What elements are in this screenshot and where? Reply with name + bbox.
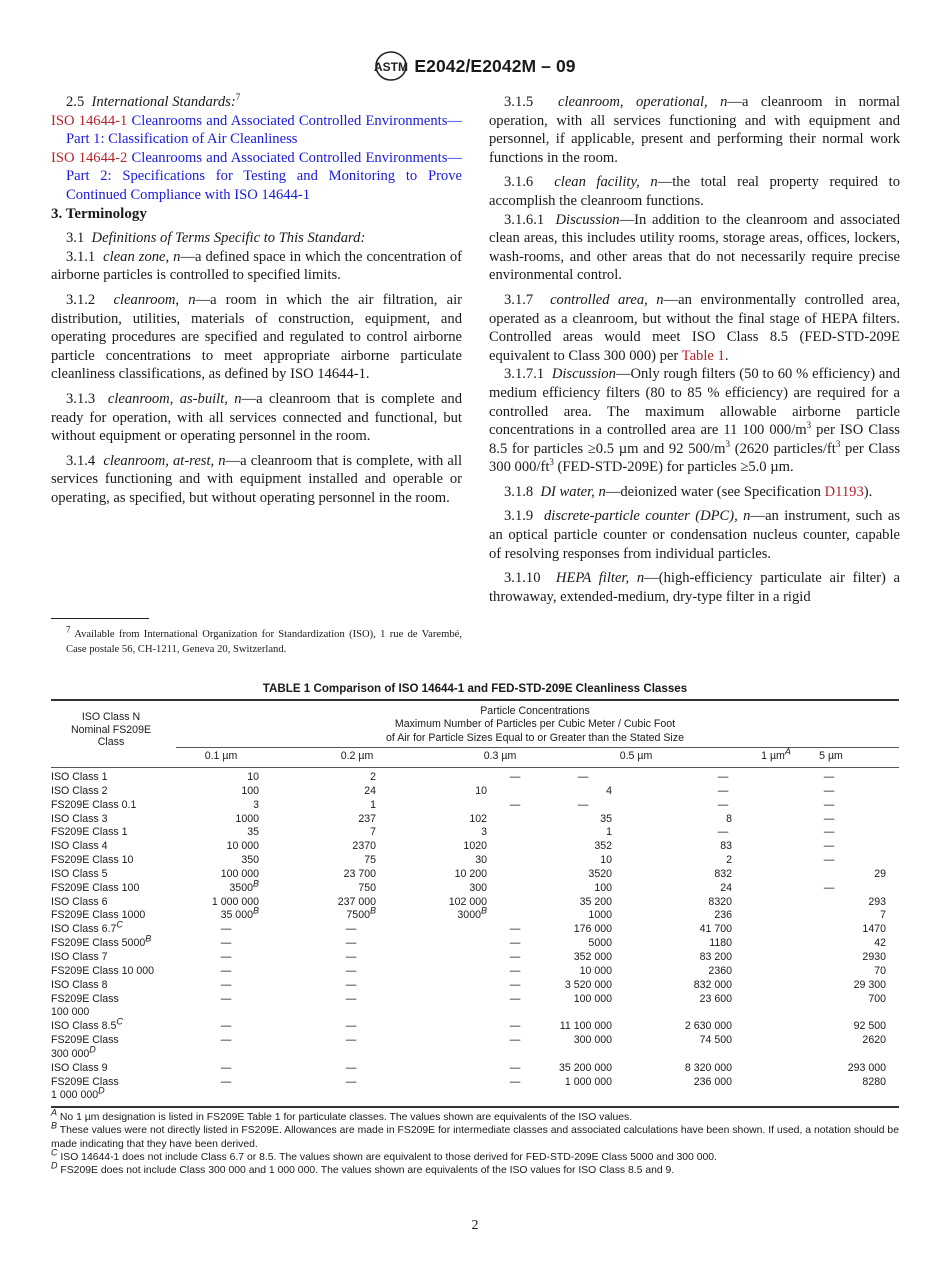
table-cell: — bbox=[509, 964, 521, 977]
table-cell: 41 700 bbox=[699, 923, 732, 936]
definition-3-1-5: 3.1.5 cleanroom, operational, n—a cleanroom in normal operation, with all services functioning and with equipment and personnel, if applicable, present and performing their normal work functions in the room. bbox=[489, 94, 901, 166]
row-label: FS209E Class 1 bbox=[51, 826, 128, 839]
table-cell: — bbox=[823, 840, 835, 853]
table-cell: — bbox=[220, 950, 232, 963]
definition-3-1-10: 3.1.10 HEPA filter, n—(high-efficiency particulate air filter) a throwaway, extended-medium, dry-type filter in a rigid bbox=[489, 570, 901, 605]
reference-iso-14644-1[interactable]: ISO 14644-1 Cleanrooms and Associated Controlled Environments—Part 1: Classification of Air Cleanliness bbox=[51, 112, 462, 148]
table-cell: 23 600 bbox=[699, 992, 732, 1005]
table-note-c: $^C$ ISO 14644-1 does not include Class 6.7 or 8.5. The values shown are equivalent to those derived for FED-STD-209E Class 5000 and 300 000. bbox=[51, 1147, 717, 1163]
table-cell: 1000 bbox=[235, 812, 259, 825]
d1193-link[interactable]: D1193 bbox=[824, 483, 864, 500]
row-label: ISO Class 5 bbox=[51, 867, 108, 880]
table-cell: 700 bbox=[868, 992, 886, 1005]
table-cell: 1 bbox=[370, 798, 376, 811]
table-cell: — bbox=[509, 771, 521, 783]
row-label: ISO Class 9 bbox=[51, 1061, 108, 1074]
table-cell: 236 000 bbox=[693, 1075, 732, 1088]
table-note-b: $^B$ These values were not directly listed in FS209E. Allowances are made in FS209E for intermediate classes and associated calculations have been shown. If used, a notation should be made indicating that they have been derived. bbox=[51, 1120, 899, 1150]
row-label: ISO Class 3 bbox=[51, 812, 108, 825]
table-cell: — bbox=[823, 854, 835, 867]
table-cell: — bbox=[509, 1061, 521, 1074]
table-cell: — bbox=[717, 771, 729, 783]
section-2-5: 2.5 International Standards:$^7$ bbox=[66, 92, 241, 110]
table-cell: 11 100 000 bbox=[559, 1020, 612, 1033]
table-cell: 2930 bbox=[862, 950, 886, 963]
table-cell: — bbox=[717, 784, 729, 797]
table-row bbox=[51, 919, 899, 937]
reference-iso-14644-2[interactable]: ISO 14644-2 Cleanrooms and Associated Controlled Environments—Part 2: Specifications for Testing and Monitoring to Prove Continued Compliance with ISO 14644-1 bbox=[51, 149, 462, 203]
column-header-4: 1 µm$^A$ bbox=[761, 746, 791, 762]
table-cell: 300 000 bbox=[573, 1034, 612, 1047]
table-cell: 10 000 bbox=[579, 964, 612, 977]
table-cell: — bbox=[577, 798, 589, 811]
definition-3-1-9: 3.1.9 discrete-particle counter (DPC), n—an instrument, such as an optical particle counter or condensation nucleus counter, capable of resolving responses from individual particles. bbox=[489, 508, 900, 562]
discussion-3-1-6-1: 3.1.6.1 Discussion—In addition to the cleanroom and associated clean areas, this includes utility rooms, storage areas, offices, lockers, wash-rooms, and other areas that do not necessarily require precise environmental control. bbox=[489, 211, 900, 284]
row-label: FS209E Class $5000^B$ bbox=[51, 933, 152, 950]
table-cell: — bbox=[823, 881, 835, 894]
table-cell: 2 630 000 bbox=[684, 1020, 732, 1033]
definition-3-1-7: 3.1.7 controlled area, n—an environmentally controlled area, operated as a cleanroom, but without the final stage of HEPA filters. Controlled areas would meet ISO Class 8.5 (FED-STD-209E equivalent to Class 300 000) per Table 1. bbox=[489, 291, 900, 364]
table-row bbox=[51, 951, 899, 965]
table-note-d: $^D$ FS209E does not include Class 300 000 and 1 000 000. The values shown are equivalents of the ISO values for ISO Class 8.5 and 9. bbox=[51, 1160, 675, 1177]
row-label: FS209E Class 300 $000^D$ bbox=[51, 1034, 119, 1060]
table-row bbox=[51, 1062, 899, 1076]
table-cell: — bbox=[220, 1061, 232, 1074]
table-cell: 35 bbox=[600, 812, 612, 825]
table-cell: 29 300 bbox=[853, 978, 886, 991]
table-cell: — bbox=[345, 978, 357, 991]
table-cell: 100 bbox=[594, 881, 612, 894]
table-header bbox=[51, 701, 899, 767]
table-cell: — bbox=[717, 798, 729, 811]
table-row bbox=[51, 826, 899, 840]
row-label: ISO Class $6.7^C$ bbox=[51, 919, 123, 936]
standard-designation: E2042/E2042M – 09 bbox=[414, 55, 576, 76]
table-cell: — bbox=[345, 1075, 357, 1088]
table-cell: 10 200 bbox=[454, 867, 487, 880]
table-cell: — bbox=[220, 978, 232, 991]
column-header-2: 0.3 µm bbox=[483, 750, 517, 762]
table-cell: 293 bbox=[868, 895, 886, 908]
table-row bbox=[51, 905, 899, 923]
table-row bbox=[51, 878, 899, 896]
table-cell: 8 bbox=[726, 812, 732, 825]
table-row bbox=[51, 840, 899, 854]
table-cell: 42 bbox=[874, 937, 886, 950]
table-row bbox=[51, 979, 899, 993]
row-label: ISO Class 1 bbox=[51, 771, 108, 783]
table-cell: 832 bbox=[714, 867, 732, 880]
table-cell: 750 bbox=[358, 881, 376, 894]
table-cell: 83 bbox=[720, 840, 732, 853]
table-cell: 176 000 bbox=[573, 923, 612, 936]
table-cell: 8 320 000 bbox=[684, 1061, 732, 1074]
table-cell: 237 000 bbox=[337, 895, 376, 908]
table-title: TABLE 1 Comparison of ISO 14644-1 and FED-STD-209E Cleanliness Classes bbox=[262, 682, 688, 695]
section-heading-terminology: 3. Terminology bbox=[51, 205, 147, 222]
row-label: FS209E Class 10 000 bbox=[51, 964, 155, 977]
table-footnotes bbox=[51, 1108, 899, 1177]
table-row bbox=[51, 771, 899, 785]
table-cell: 24 bbox=[720, 881, 732, 894]
table-cell: — bbox=[717, 826, 729, 839]
table-cell: — bbox=[345, 992, 357, 1005]
row-label: FS209E Class 100 bbox=[51, 881, 140, 894]
definition-3-1-8: 3.1.8 DI water, n—deionized water (see Specification D1193). bbox=[504, 483, 873, 500]
table-cell: 100 000 bbox=[573, 992, 612, 1005]
table-note-a: $^A$ No 1 µm designation is listed in FS209E Table 1 for particulate classes. The values shown are equivalents of the ISO values. bbox=[51, 1107, 633, 1124]
table-cell: 293 000 bbox=[847, 1061, 886, 1074]
table-cell: 10 000 bbox=[226, 840, 259, 853]
table-cell: 74 500 bbox=[699, 1034, 732, 1047]
table-cell: — bbox=[220, 1075, 232, 1088]
table-row bbox=[51, 1076, 899, 1104]
column-header-5: 5 µm bbox=[819, 750, 843, 762]
table-cell: 1180 bbox=[709, 937, 732, 950]
row-label: ISO Class 6 bbox=[51, 895, 108, 908]
table-row bbox=[51, 785, 899, 799]
table-cell: 2 bbox=[370, 771, 376, 783]
table-cell: 35 200 bbox=[579, 895, 612, 908]
row-label: ISO Class 7 bbox=[51, 950, 108, 963]
table-cell: — bbox=[823, 812, 835, 825]
svg-text:ASTM: ASTM bbox=[374, 60, 409, 74]
table-cell: $3000^B$ bbox=[457, 905, 487, 922]
row-header-label: ISO Class N Nominal FS209E Class bbox=[70, 711, 152, 748]
definition-3-1-6: 3.1.6 clean facility, n—the total real property required to accomplish the cleanroom functions. bbox=[489, 174, 900, 209]
table-cell: 35 200 000 bbox=[558, 1061, 612, 1074]
table-cell: — bbox=[823, 798, 835, 811]
table-cell: 102 000 bbox=[448, 895, 487, 908]
table-row bbox=[51, 799, 899, 813]
table-cell: 2 bbox=[726, 854, 732, 867]
table-cell: 2360 bbox=[708, 964, 732, 977]
table-cell: 5000 bbox=[588, 937, 612, 950]
table-cell: 35 bbox=[247, 826, 259, 839]
table-row bbox=[51, 896, 899, 910]
table-cell: — bbox=[220, 923, 232, 936]
table-cell: 100 bbox=[241, 784, 259, 797]
table-cell: — bbox=[823, 771, 835, 783]
table-cell: 1470 bbox=[862, 923, 886, 936]
table-cell: — bbox=[345, 937, 357, 950]
table-cell: 4 bbox=[606, 784, 612, 797]
table-cell: 350 bbox=[241, 854, 259, 867]
column-header-0: 0.1 µm bbox=[204, 750, 238, 762]
table-cell: — bbox=[509, 937, 521, 950]
particle-concentration-header: Particle Concentrations Maximum Number of Particles per Cubic Meter / Cubic Foot of Air for Particle Sizes Equal to or Greater than the Stated Size bbox=[386, 705, 684, 744]
table-cell: — bbox=[509, 978, 521, 991]
table-cell: 1 000 000 bbox=[211, 895, 259, 908]
left-column bbox=[51, 93, 462, 513]
section-3-1: 3.1 Definitions of Terms Specific to This Standard: bbox=[66, 230, 366, 247]
table-cell: 10 bbox=[475, 784, 487, 797]
table-cell: 237 bbox=[358, 812, 376, 825]
table-cell: 3 bbox=[481, 826, 487, 839]
table-cell: 83 200 bbox=[699, 950, 732, 963]
column-header-3: 0.5 µm bbox=[619, 750, 653, 762]
row-label: FS209E Class 1 000 $000^D$ bbox=[51, 1075, 119, 1102]
table-cell: 352 000 bbox=[573, 950, 612, 963]
table-cell: — bbox=[509, 923, 521, 936]
row-label: ISO Class $8.5^C$ bbox=[51, 1016, 123, 1033]
table-cell: 832 000 bbox=[693, 978, 732, 991]
particle-size-columns bbox=[51, 746, 899, 764]
table-cell: 100 000 bbox=[220, 867, 259, 880]
table-cell: — bbox=[345, 1020, 357, 1033]
table-row bbox=[51, 1016, 899, 1034]
table-cell: — bbox=[345, 1061, 357, 1074]
table-cell: — bbox=[823, 826, 835, 839]
table-cell: 1020 bbox=[463, 840, 487, 853]
table-cell: $3500^B$ bbox=[229, 878, 259, 894]
footnote-divider bbox=[51, 618, 149, 619]
definition-3-1-4: 3.1.4 cleanroom, at-rest, n—a cleanroom that is complete, with all services functioning and with equipment installed and operable or operating, as specified, but without operating personnel in the room. bbox=[51, 452, 463, 506]
table-cell: 24 bbox=[364, 784, 376, 797]
table-cell: 70 bbox=[874, 964, 886, 977]
table-cell: 10 bbox=[247, 771, 259, 783]
table-cell: — bbox=[345, 923, 357, 936]
row-label: FS209E Class 0.1 bbox=[51, 798, 137, 811]
row-label: ISO Class 4 bbox=[51, 840, 108, 853]
row-label: ISO Class 8 bbox=[51, 978, 108, 991]
table-cell: 30 bbox=[475, 854, 487, 867]
definition-3-1-1: 3.1.1 clean zone, n—a defined space in which the concentration of airborne particles is controlled to specified limits. bbox=[51, 248, 463, 284]
table-cell: — bbox=[220, 1034, 232, 1047]
table-cell: — bbox=[345, 1034, 357, 1047]
footnote-ref-7[interactable]: 7 bbox=[235, 92, 241, 103]
table-row bbox=[51, 854, 899, 868]
astm-logo-icon bbox=[374, 50, 408, 82]
table-cell: — bbox=[509, 1020, 521, 1033]
table-cell: — bbox=[345, 964, 357, 977]
table-cell: 1000 bbox=[588, 909, 612, 922]
table-cell: — bbox=[509, 992, 521, 1005]
table-row bbox=[51, 868, 899, 882]
definition-3-1-3: 3.1.3 cleanroom, as-built, n—a cleanroom that is complete and ready for operation, with all services connected and functional, but without equipment or operating personnel in the room. bbox=[51, 390, 463, 445]
right-column bbox=[489, 93, 900, 612]
table-cell: 10 bbox=[600, 854, 612, 867]
table-cell: 236 bbox=[714, 909, 732, 922]
table-cell: 7 bbox=[370, 826, 376, 839]
table-cell: 7 bbox=[880, 909, 886, 922]
table-cell: 1 000 000 bbox=[564, 1075, 612, 1088]
table-cell: — bbox=[509, 1034, 521, 1047]
table-cell: — bbox=[577, 771, 589, 783]
table-cell: — bbox=[823, 784, 835, 797]
table-body bbox=[51, 768, 899, 1106]
row-label: FS209E Class 1000 bbox=[51, 909, 146, 922]
table-cell: 300 bbox=[469, 881, 487, 894]
table-cell: — bbox=[509, 1075, 521, 1088]
table-row bbox=[51, 993, 899, 1021]
table-row bbox=[51, 1034, 899, 1062]
table-cell: 2620 bbox=[862, 1034, 886, 1047]
table-cell: 352 bbox=[594, 840, 612, 853]
table-cell: — bbox=[509, 798, 521, 811]
table-cell: 8280 bbox=[862, 1075, 886, 1088]
table-cell: — bbox=[220, 937, 232, 950]
page-number: 2 bbox=[471, 1218, 479, 1233]
column-header-1: 0.2 µm bbox=[340, 750, 374, 762]
table-cell: 3 520 000 bbox=[564, 978, 612, 991]
table-cell: 92 500 bbox=[853, 1020, 886, 1033]
page-header bbox=[0, 50, 950, 82]
table-row bbox=[51, 933, 899, 951]
table-cell: 29 bbox=[874, 867, 886, 880]
row-label: FS209E Class 100 000 bbox=[51, 992, 119, 1019]
table-cell: 8320 bbox=[708, 895, 732, 908]
table-cell: — bbox=[509, 950, 521, 963]
table-cell: 3 bbox=[253, 798, 259, 811]
row-label: FS209E Class 10 bbox=[51, 854, 134, 867]
table-cell: — bbox=[220, 1020, 232, 1033]
table-row bbox=[51, 813, 899, 827]
table-row bbox=[51, 965, 899, 979]
table-cell: 35 $000^B$ bbox=[220, 905, 259, 922]
table-cell: 2370 bbox=[352, 840, 376, 853]
table-cell: 1 bbox=[606, 826, 612, 839]
table-cell: 23 700 bbox=[343, 867, 376, 880]
table-cell: 102 bbox=[469, 812, 487, 825]
cleanliness-comparison-table bbox=[51, 699, 899, 1177]
table-1-link[interactable]: Table 1 bbox=[681, 347, 725, 364]
definition-3-1-2: 3.1.2 cleanroom, n—a room in which the air filtration, air distribution, utilities, materials of construction, equipment, and operating procedures are specified and regulated to control airborne particle concentrations to meet appropriate airborne particulate cleanliness classifications, as defined by ISO 14644-1. bbox=[51, 291, 463, 383]
table-cell: — bbox=[220, 992, 232, 1005]
table-cell: 75 bbox=[364, 854, 376, 867]
row-label: ISO Class 2 bbox=[51, 784, 108, 797]
footnote-7: $^7$ Available from International Organization for Standardization (ISO), 1 rue de Varembé, Case postale 56, CH-1211, Geneva 20, Switzerland. bbox=[66, 624, 462, 655]
table-cell: — bbox=[345, 950, 357, 963]
table-cell: 3520 bbox=[588, 867, 612, 880]
table-cell: — bbox=[220, 964, 232, 977]
table-cell: $7500^B$ bbox=[346, 905, 376, 922]
discussion-3-1-7-1: 3.1.7.1 Discussion—Only rough filters (50 to 60 % efficiency) and medium efficiency filters (80 to 85 % efficiency) are required for a controlled area. The maximum allowable airborne particle concentrations in a controlled area are 11 100 $000/m^3$ per ISO Class 8.5 for particles ≥0.5 µm and 92 $500/m^3$ (2620 particles/$ft^3$ per Class 300 $000/ft^3$ (FED-STD-209E) for particles ≥5.0 µm. bbox=[489, 366, 901, 476]
